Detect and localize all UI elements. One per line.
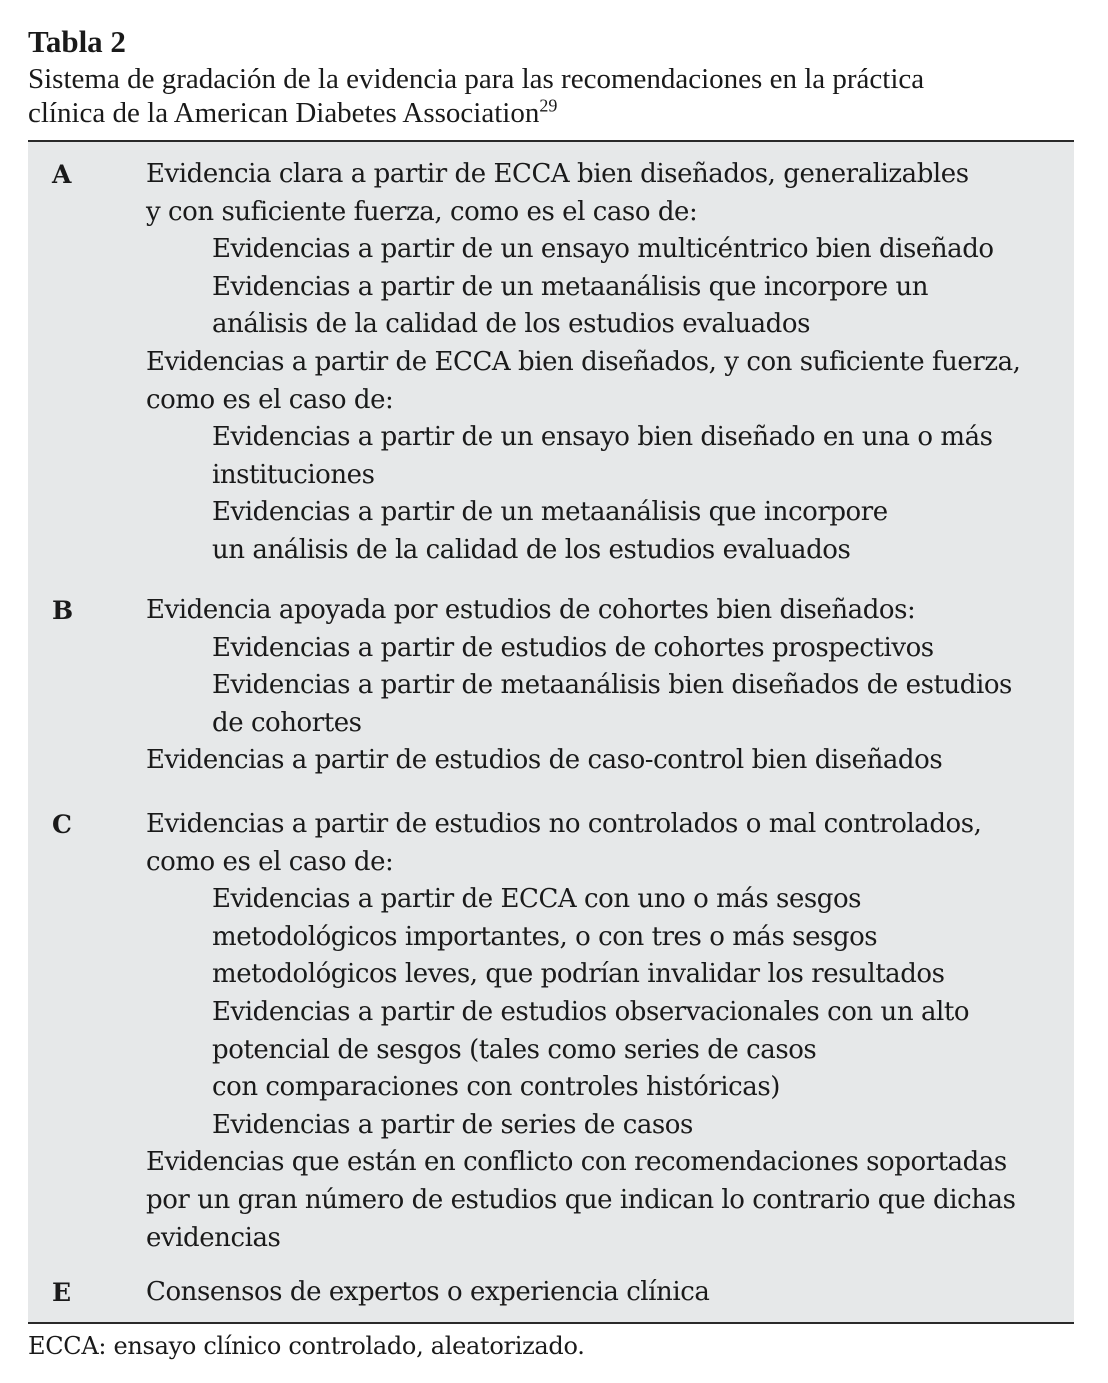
grade-line: Evidencias a partir de un ensayo bien diseñado en una o más	[212, 422, 993, 453]
evidence-table	[28, 142, 1074, 1322]
grade-line: evidencias	[146, 1222, 281, 1253]
table-footnote: ECCA: ensayo clínico controlado, aleatorizado.	[28, 1332, 585, 1360]
grade-line: Evidencias a partir de un ensayo multicéntrico bien diseñado	[212, 234, 994, 265]
reference-superscript: 29	[539, 95, 558, 116]
subtitle-text: clínica de la American Diabetes Association	[28, 97, 540, 129]
table-title: Tabla 2	[28, 24, 126, 59]
grade-line: como es el caso de:	[146, 384, 394, 415]
grade-letter: A	[52, 160, 72, 189]
grade-line: Evidencias a partir de metaanálisis bien diseñados de estudios	[212, 670, 1012, 701]
grade-line: Consensos de expertos o experiencia clínica	[146, 1277, 710, 1307]
grade-line: Evidencia clara a partir de ECCA bien diseñados, generalizables	[146, 159, 969, 189]
grade-line: Evidencias que están en conflicto con recomendaciones soportadas	[146, 1147, 1007, 1178]
grade-line: Evidencias a partir de ECCA con uno o más sesgos	[212, 884, 862, 915]
table-caption	[28, 22, 1088, 130]
grade-letter: B	[52, 596, 74, 625]
grade-line: instituciones	[212, 459, 375, 490]
grade-line: Evidencias a partir de un metaanálisis que incorpore	[212, 497, 888, 528]
grade-line: metodológicos leves, que podrían invalidar los resultados	[212, 959, 945, 990]
table-subtitle-line-1: Sistema de gradación de la evidencia para las recomendaciones en la práctica	[28, 63, 925, 95]
grade-line: Evidencia apoyada por estudios de cohortes bien diseñados:	[146, 595, 916, 625]
grade-line: Evidencias a partir de ECCA bien diseñados, y con suficiente fuerza,	[146, 346, 1021, 377]
grade-line: por un gran número de estudios que indican lo contrario que dichas	[146, 1184, 1016, 1215]
grade-line: Evidencias a partir de estudios de cohortes prospectivos	[212, 632, 934, 663]
grade-line: con comparaciones con controles históricas)	[212, 1072, 780, 1103]
grade-line: de cohortes	[212, 707, 362, 738]
grade-letter: E	[52, 1278, 72, 1307]
grade-description	[146, 592, 1066, 780]
grade-line: Evidencias a partir de un metaanálisis que incorpore un	[212, 271, 929, 302]
grade-line: y con suficiente fuerza, como es el caso de:	[146, 196, 698, 227]
grade-description	[146, 1274, 1066, 1312]
table-subtitle-line-2	[28, 96, 1088, 130]
grade-line: Evidencias a partir de estudios observacionales con un alto	[212, 996, 970, 1027]
grade-line: metodológicos importantes, o con tres o más sesgos	[212, 921, 878, 952]
grade-description	[146, 156, 1066, 570]
grade-line: potencial de sesgos (tales como series de casos	[212, 1034, 817, 1065]
grade-description	[146, 806, 1066, 1257]
grade-line: análisis de la calidad de los estudios evaluados	[212, 309, 810, 340]
grade-line: Evidencias a partir de estudios de caso-control bien diseñados	[146, 745, 943, 776]
grade-letter: C	[52, 810, 72, 839]
grade-line: como es el caso de:	[146, 846, 394, 877]
grade-line: Evidencias a partir de estudios no controlados o mal controlados,	[146, 809, 982, 839]
grade-line: Evidencias a partir de series de casos	[212, 1109, 693, 1140]
grade-line: un análisis de la calidad de los estudios evaluados	[212, 534, 851, 565]
bottom-rule	[28, 1322, 1074, 1324]
